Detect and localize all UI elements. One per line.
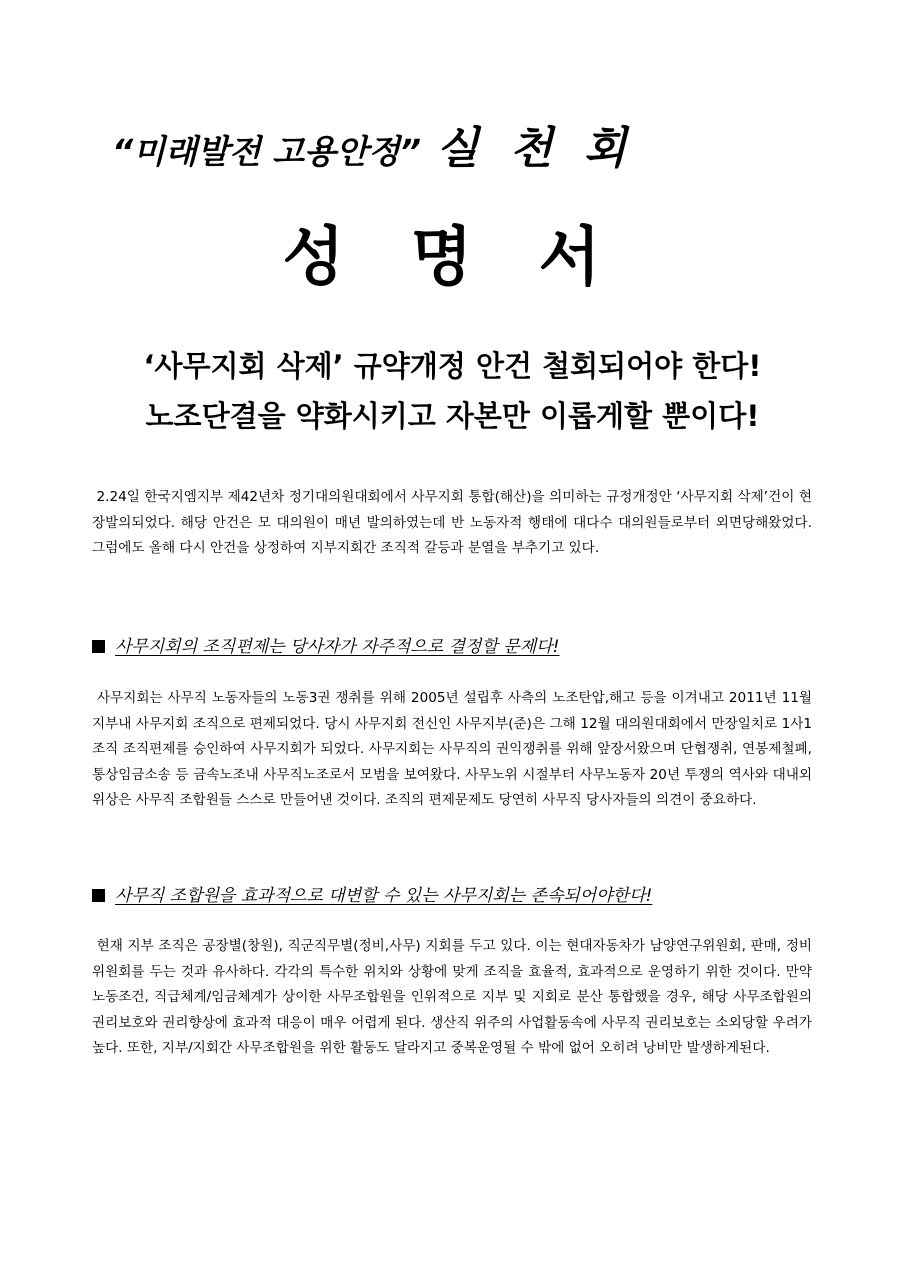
headline-1: ‘사무지회 삭제’ 규약개정 안건 철회되어야 한다! xyxy=(143,349,762,383)
headline-2: 노조단결을 약화시키고 자본만 이롭게할 뿐이다! xyxy=(145,399,760,433)
section-heading-1 xyxy=(92,635,812,659)
section-heading-1-text: 사무지회의 조직편제는 당사자가 자주적으로 결정할 문제다! xyxy=(115,637,560,657)
section-heading-2 xyxy=(92,884,812,908)
org-header xyxy=(112,112,634,176)
org-name: 실 천 회 xyxy=(436,123,635,174)
intro-paragraph xyxy=(92,485,812,562)
section-1-text: 사무지회는 사무직 노동자들의 노동3권 쟁취를 위해 2005년 설립후 사측의 노조탄압,해고 등을 이겨내고 2011년 11월 지부내 사무지회 조직으로 편제되었다. 당시 사무지회 전신인 사무지부(준)은 그해 12월 대의원대회에서 만장일치로 1사1조직 조직편제를 승인하여 사무지회가 되었다. 사무지회는 사무직의 권익쟁취를 위해 앞장서왔으며 단협쟁취, 연봉제철폐, 통상임금소송 등 금속노조내 사무직노조로서 모범을 보여왔다. 사무노위 시절부터 사무노동자 20년 투쟁의 역사와 대내외 위상은 사무직 조합원들 스스로 만들어낸 것이다. 조직의 편제문제도 당연히 사무직 당사자들의 의견이 중요하다. xyxy=(92,690,812,808)
black-square-icon xyxy=(92,889,105,902)
section-2-text: 현재 지부 조직은 공장별(창원), 직군직무별(정비,사무) 지회를 두고 있다. 이는 현대자동차가 남양연구위원회, 판매, 정비위원회를 두는 것과 유사하다. 각각의 특수한 위치와 상황에 맞게 조직을 효율적, 효과적으로 운영하기 위한 것이다. 만약 노동조건, 직급체계/임금체계가 상이한 사무조합원을 인위적으로 지부 및 지회로 분산 통합했을 경우, 해당 사무조합원의 권리보호와 권리향상에 효과적 대응이 매우 어렵게 된다. 생산직 위주의 사업활동속에 사무직 권리보호는 소외당할 우려가 높다. 또한, 지부/지회간 사무조합원을 위한 활동도 달라지고 중복운영될 수 밖에 없어 오히려 낭비만 발생하게된다. xyxy=(92,938,812,1056)
document-title: 성 명 서 xyxy=(282,221,623,295)
section-2-paragraph xyxy=(92,934,812,1062)
intro-text: 2.24일 한국지엠지부 제42년차 정기대의원대회에서 사무지회 통합(해산)을 의미하는 규정개정안 ‘사무지회 삭제’건이 현장발의되었다. 해당 안건은 모 대의원이 매년 발의하였는데 반 노동자적 행태에 대다수 대의원들로부터 외면당해왔었다. 그럼에도 올해 다시 안건을 상정하여 지부지회간 조직적 갈등과 분열을 부추기고 있다. xyxy=(92,489,812,556)
section-1-paragraph xyxy=(92,686,812,814)
black-square-icon xyxy=(92,640,105,653)
section-heading-2-text: 사무직 조합원을 효과적으로 대변할 수 있는 사무지회는 존속되어야한다! xyxy=(115,886,653,906)
org-slogan: “미래발전 고용안정” xyxy=(112,132,422,171)
